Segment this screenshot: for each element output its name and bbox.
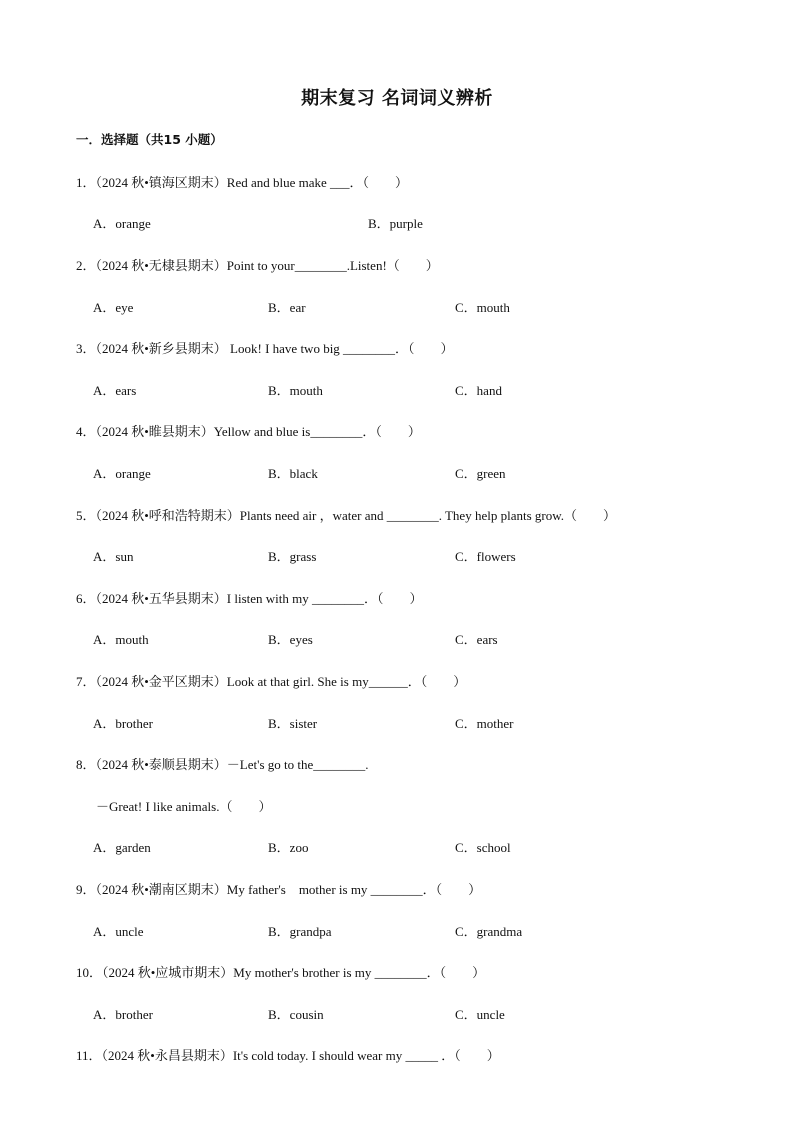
question-stem: 5．（2024 秋•呼和浩特期末）Plants need air ，water and ________. They help plants grow.（ ） [76, 508, 617, 523]
option-a: A．brother [93, 1007, 153, 1022]
option-a: A．eye [93, 300, 134, 315]
option-b: B．grass [268, 549, 317, 564]
option-a: A．orange [93, 216, 151, 231]
question-options [93, 629, 743, 647]
option-c: C．grandma [455, 924, 523, 939]
option-c: C．school [455, 840, 511, 855]
option-c: C．green [455, 466, 506, 481]
option-c: C．hand [455, 383, 502, 398]
question-options [93, 297, 743, 315]
question-options [93, 380, 743, 398]
option-a: A．uncle [93, 924, 144, 939]
question-stem: 2．（2024 秋•无棣县期末）Point to your________.Listen!（ ） [76, 258, 439, 273]
option-a: A．mouth [93, 632, 149, 647]
question-options [93, 463, 743, 481]
question-dialogue-line: －Great! I like animals.（ ） [96, 799, 272, 814]
question-options [93, 921, 743, 939]
option-c: C．mother [455, 716, 514, 731]
option-a: A．orange [93, 466, 151, 481]
option-a: A．brother [93, 716, 153, 731]
option-a: A．ears [93, 383, 137, 398]
option-a: A．garden [93, 840, 151, 855]
question-stem: 1．（2024 秋•镇海区期末）Red and blue make ___．（ ） [76, 175, 409, 190]
option-c: C．ears [455, 632, 498, 647]
option-c: C．uncle [455, 1007, 505, 1022]
option-b: B．ear [268, 300, 306, 315]
question-options [93, 1004, 743, 1022]
question-stem: 3．（2024 秋•新乡县期末） Look! I have two big ________．（ ） [76, 341, 454, 356]
question-options [93, 213, 743, 231]
question-stem: 9．（2024 秋•潮南区期末）My father's mother is my ________．（ ） [76, 882, 482, 897]
option-b: B．zoo [268, 840, 309, 855]
option-b: B．mouth [268, 383, 323, 398]
question-stem: 11．（2024 秋•永昌县期末）It's cold today. I should wear my _____ ．（ ） [76, 1048, 500, 1063]
section-heading: 一．选择题（共15 小题） [76, 132, 223, 147]
option-b: B．eyes [268, 632, 313, 647]
question-options [93, 713, 743, 731]
option-b: B．cousin [268, 1007, 324, 1022]
option-b: B．black [268, 466, 318, 481]
question-options [93, 837, 743, 855]
question-options [93, 546, 743, 564]
question-stem: 6．（2024 秋•五华县期末）I listen with my ________．（ ） [76, 591, 423, 606]
question-stem: 8．（2024 秋•泰顺县期末）－Let's go to the________. [76, 757, 369, 772]
page-title: 期末复习 名词词义辨析 [301, 88, 493, 109]
question-stem: 4．（2024 秋•睢县期末）Yellow and blue is________．（ ） [76, 424, 421, 439]
option-a: A．sun [93, 549, 134, 564]
option-b: B．purple [368, 216, 423, 231]
option-c: C．flowers [455, 549, 516, 564]
question-stem: 10．（2024 秋•应城市期末）My mother's brother is my ________．（ ） [76, 965, 486, 980]
option-b: B．sister [268, 716, 318, 731]
question-stem: 7．（2024 秋•金平区期末）Look at that girl. She is my______．（ ） [76, 674, 467, 689]
option-c: C．mouth [455, 300, 510, 315]
option-b: B．grandpa [268, 924, 332, 939]
